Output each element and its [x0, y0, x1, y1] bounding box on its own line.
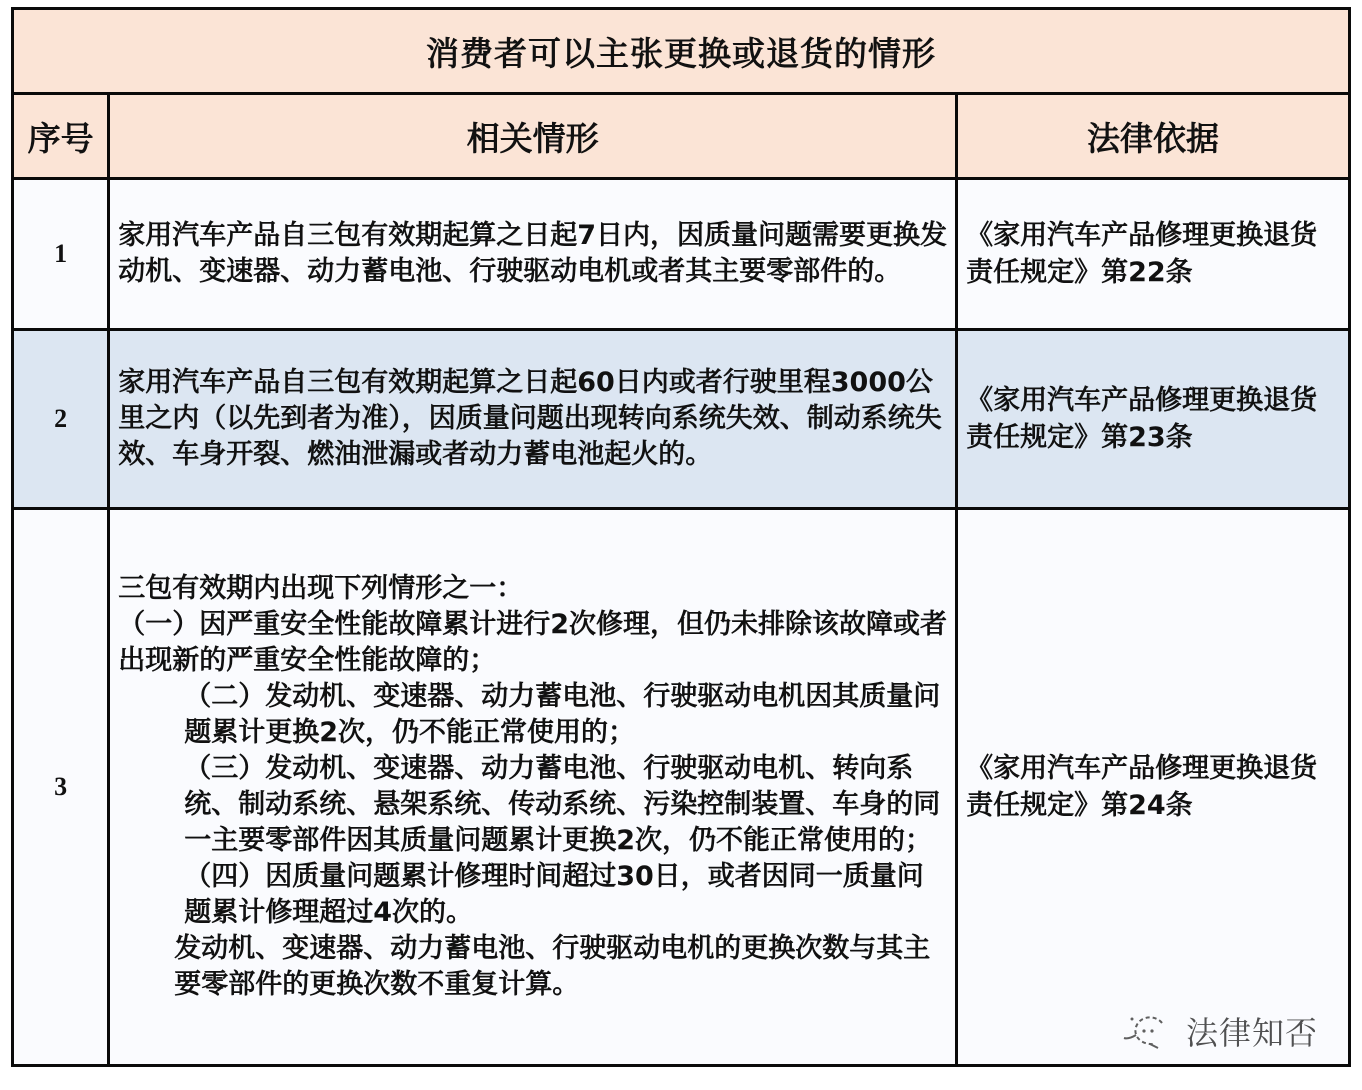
table-title-row	[13, 9, 1350, 94]
return-exchange-table	[11, 7, 1351, 1067]
row-number: 1	[13, 179, 109, 330]
legal-table-container	[11, 7, 1351, 1067]
legal-basis-cell: 《家用汽车产品修理更换退货责任规定》第24条	[957, 509, 1350, 1066]
situation-item-2: （二）发动机、变速器、动力蓄电池、行驶驱动电机因其质量问题累计更换2次，仍不能正常使用的；	[184, 681, 941, 748]
situation-item-3: （三）发动机、变速器、动力蓄电池、行驶驱动电机、转向系统、制动系统、悬架系统、传动系统、污染控制装置、车身的同一主要零部件因其质量问题累计更换2次，仍不能正常使用的；	[184, 753, 941, 856]
situation-cell	[109, 330, 957, 509]
watermark-text: 法律知否	[1186, 1014, 1319, 1052]
header-number: 序号	[13, 94, 109, 179]
situation-item-1: （一）因严重安全性能故障累计进行2次修理，但仍未排除该故障或者出现新的严重安全性能故障的；	[118, 609, 947, 676]
table-row	[13, 330, 1350, 509]
row-number: 3	[13, 509, 109, 1066]
situation-text: 家用汽车产品自三包有效期起算之日起7日内，因质量问题需要更换发动机、变速器、动力蓄电池、行驶驱动电机或者其主要零部件的。	[118, 220, 947, 287]
row-number: 2	[13, 330, 109, 509]
watermark	[1122, 1008, 1318, 1054]
table-row	[13, 179, 1350, 330]
header-legal-basis: 法律依据	[957, 94, 1350, 179]
situation-cell	[109, 179, 957, 330]
situation-item-4: （四）因质量问题累计修理时间超过30日，或者因同一质量问题累计修理超过4次的。	[184, 861, 924, 928]
table-row	[13, 509, 1350, 1066]
table-header-row	[13, 94, 1350, 179]
situation-note: 发动机、变速器、动力蓄电池、行驶驱动电机的更换次数与其主要零部件的更换次数不重复计算。	[174, 933, 931, 1000]
header-situation: 相关情形	[109, 94, 957, 179]
legal-basis-cell: 《家用汽车产品修理更换退货责任规定》第23条	[957, 330, 1350, 509]
legal-basis-cell: 《家用汽车产品修理更换退货责任规定》第22条	[957, 179, 1350, 330]
situation-text: 家用汽车产品自三包有效期起算之日起60日内或者行驶里程3000公里之内（以先到者为准），因质量问题出现转向系统失效、制动系统失效、车身开裂、燃油泄漏或者动力蓄电池起火的。	[118, 367, 942, 470]
situation-cell	[109, 509, 957, 1066]
situation-intro: 三包有效期内出现下列情形之一：	[118, 573, 524, 604]
table-title: 消费者可以主张更换或退货的情形	[13, 9, 1350, 94]
wechat-official-account-icon	[1122, 1011, 1172, 1051]
